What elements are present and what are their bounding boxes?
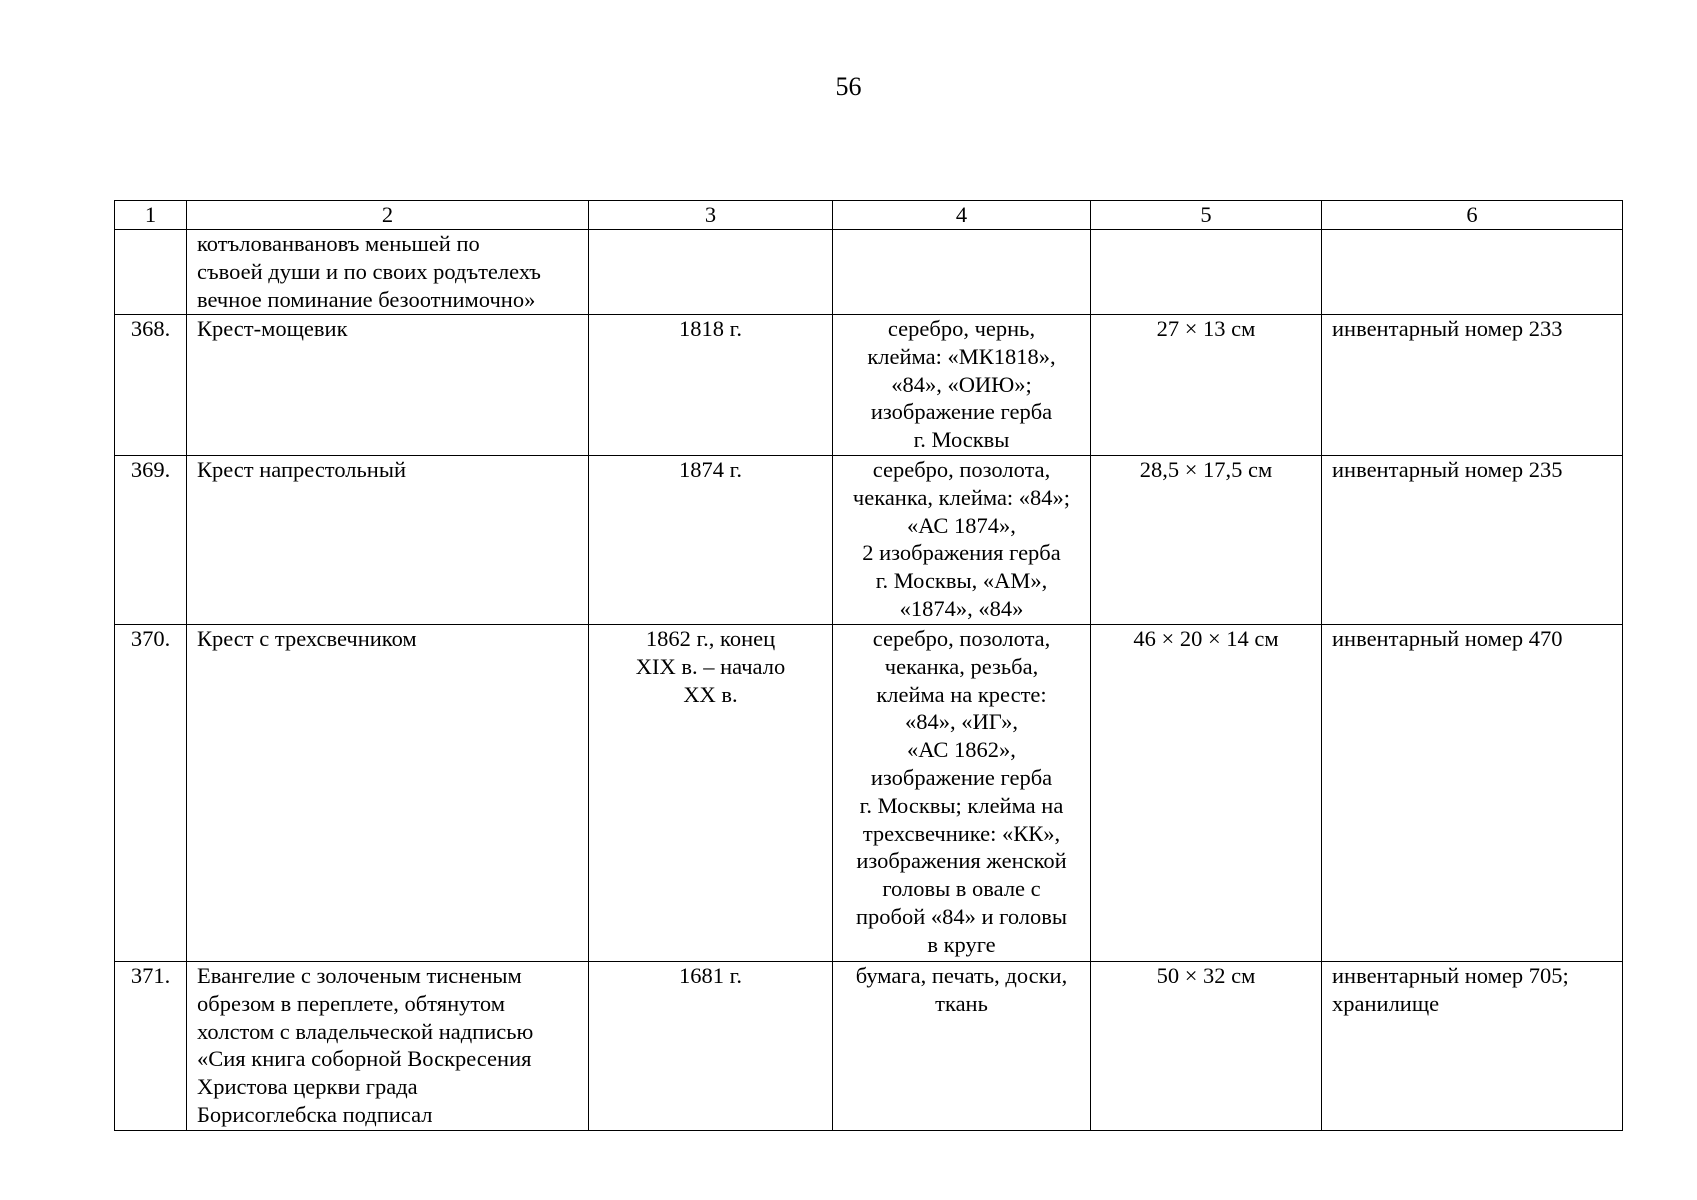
item-note: инвентарный номер 235 bbox=[1322, 456, 1623, 625]
table-row bbox=[115, 625, 1623, 962]
item-size bbox=[1091, 230, 1322, 315]
item-name: Крест-мощевик bbox=[187, 315, 589, 456]
item-note bbox=[1322, 230, 1623, 315]
item-material: серебро, чернь, клейма: «МК1818», «84», «ОИЮ»; изображение герба г. Москвы bbox=[833, 315, 1091, 456]
item-date: 1874 г. bbox=[589, 456, 833, 625]
column-header: 6 bbox=[1322, 201, 1623, 230]
column-header: 2 bbox=[187, 201, 589, 230]
item-size: 27 × 13 см bbox=[1091, 315, 1322, 456]
row-number: 370. bbox=[115, 625, 187, 962]
item-name: Крест напрестольный bbox=[187, 456, 589, 625]
item-material: бумага, печать, доски, ткань bbox=[833, 962, 1091, 1131]
item-date: 1681 г. bbox=[589, 962, 833, 1131]
item-material bbox=[833, 230, 1091, 315]
table-header-row bbox=[115, 201, 1623, 230]
column-header: 5 bbox=[1091, 201, 1322, 230]
item-date bbox=[589, 230, 833, 315]
item-note: инвентарный номер 233 bbox=[1322, 315, 1623, 456]
row-number: 369. bbox=[115, 456, 187, 625]
table-row bbox=[115, 962, 1623, 1131]
item-name: Крест с трехсвечником bbox=[187, 625, 589, 962]
row-number bbox=[115, 230, 187, 315]
table-row bbox=[115, 315, 1623, 456]
page-number: 56 bbox=[835, 72, 862, 101]
item-note: инвентарный номер 470 bbox=[1322, 625, 1623, 962]
item-material: серебро, позолота, чеканка, клейма: «84»; «АС 1874», 2 изображения герба г. Москвы, «АМ», «1874», «84» bbox=[833, 456, 1091, 625]
item-size: 50 × 32 см bbox=[1091, 962, 1322, 1131]
item-note: инвентарный номер 705; хранилище bbox=[1322, 962, 1623, 1131]
item-date: 1818 г. bbox=[589, 315, 833, 456]
item-material: серебро, позолота, чеканка, резьба, клейма на кресте: «84», «ИГ», «АС 1862», изображение герба г. Москвы; клейма на трехсвечнике: «КК», изображения женской головы в овале с пробой «84» и головы в круге bbox=[833, 625, 1091, 962]
column-header: 1 bbox=[115, 201, 187, 230]
item-name: котълованвановъ меньшей по съвоей души и по своих родътелехъ вечное поминание безоотнимочно» bbox=[187, 230, 589, 315]
column-header: 3 bbox=[589, 201, 833, 230]
item-size: 28,5 × 17,5 см bbox=[1091, 456, 1322, 625]
registry-table bbox=[114, 200, 1623, 1131]
row-number: 371. bbox=[115, 962, 187, 1131]
item-size: 46 × 20 × 14 см bbox=[1091, 625, 1322, 962]
table-row bbox=[115, 230, 1623, 315]
table-row bbox=[115, 456, 1623, 625]
column-header: 4 bbox=[833, 201, 1091, 230]
item-date: 1862 г., конец XIX в. – начало XX в. bbox=[589, 625, 833, 962]
item-name: Евангелие с золоченым тисненым обрезом в переплете, обтянутом холстом с владельческой надписью «Сия книга соборной Воскресения Христова церкви града Борисоглебска подписал bbox=[187, 962, 589, 1131]
row-number: 368. bbox=[115, 315, 187, 456]
